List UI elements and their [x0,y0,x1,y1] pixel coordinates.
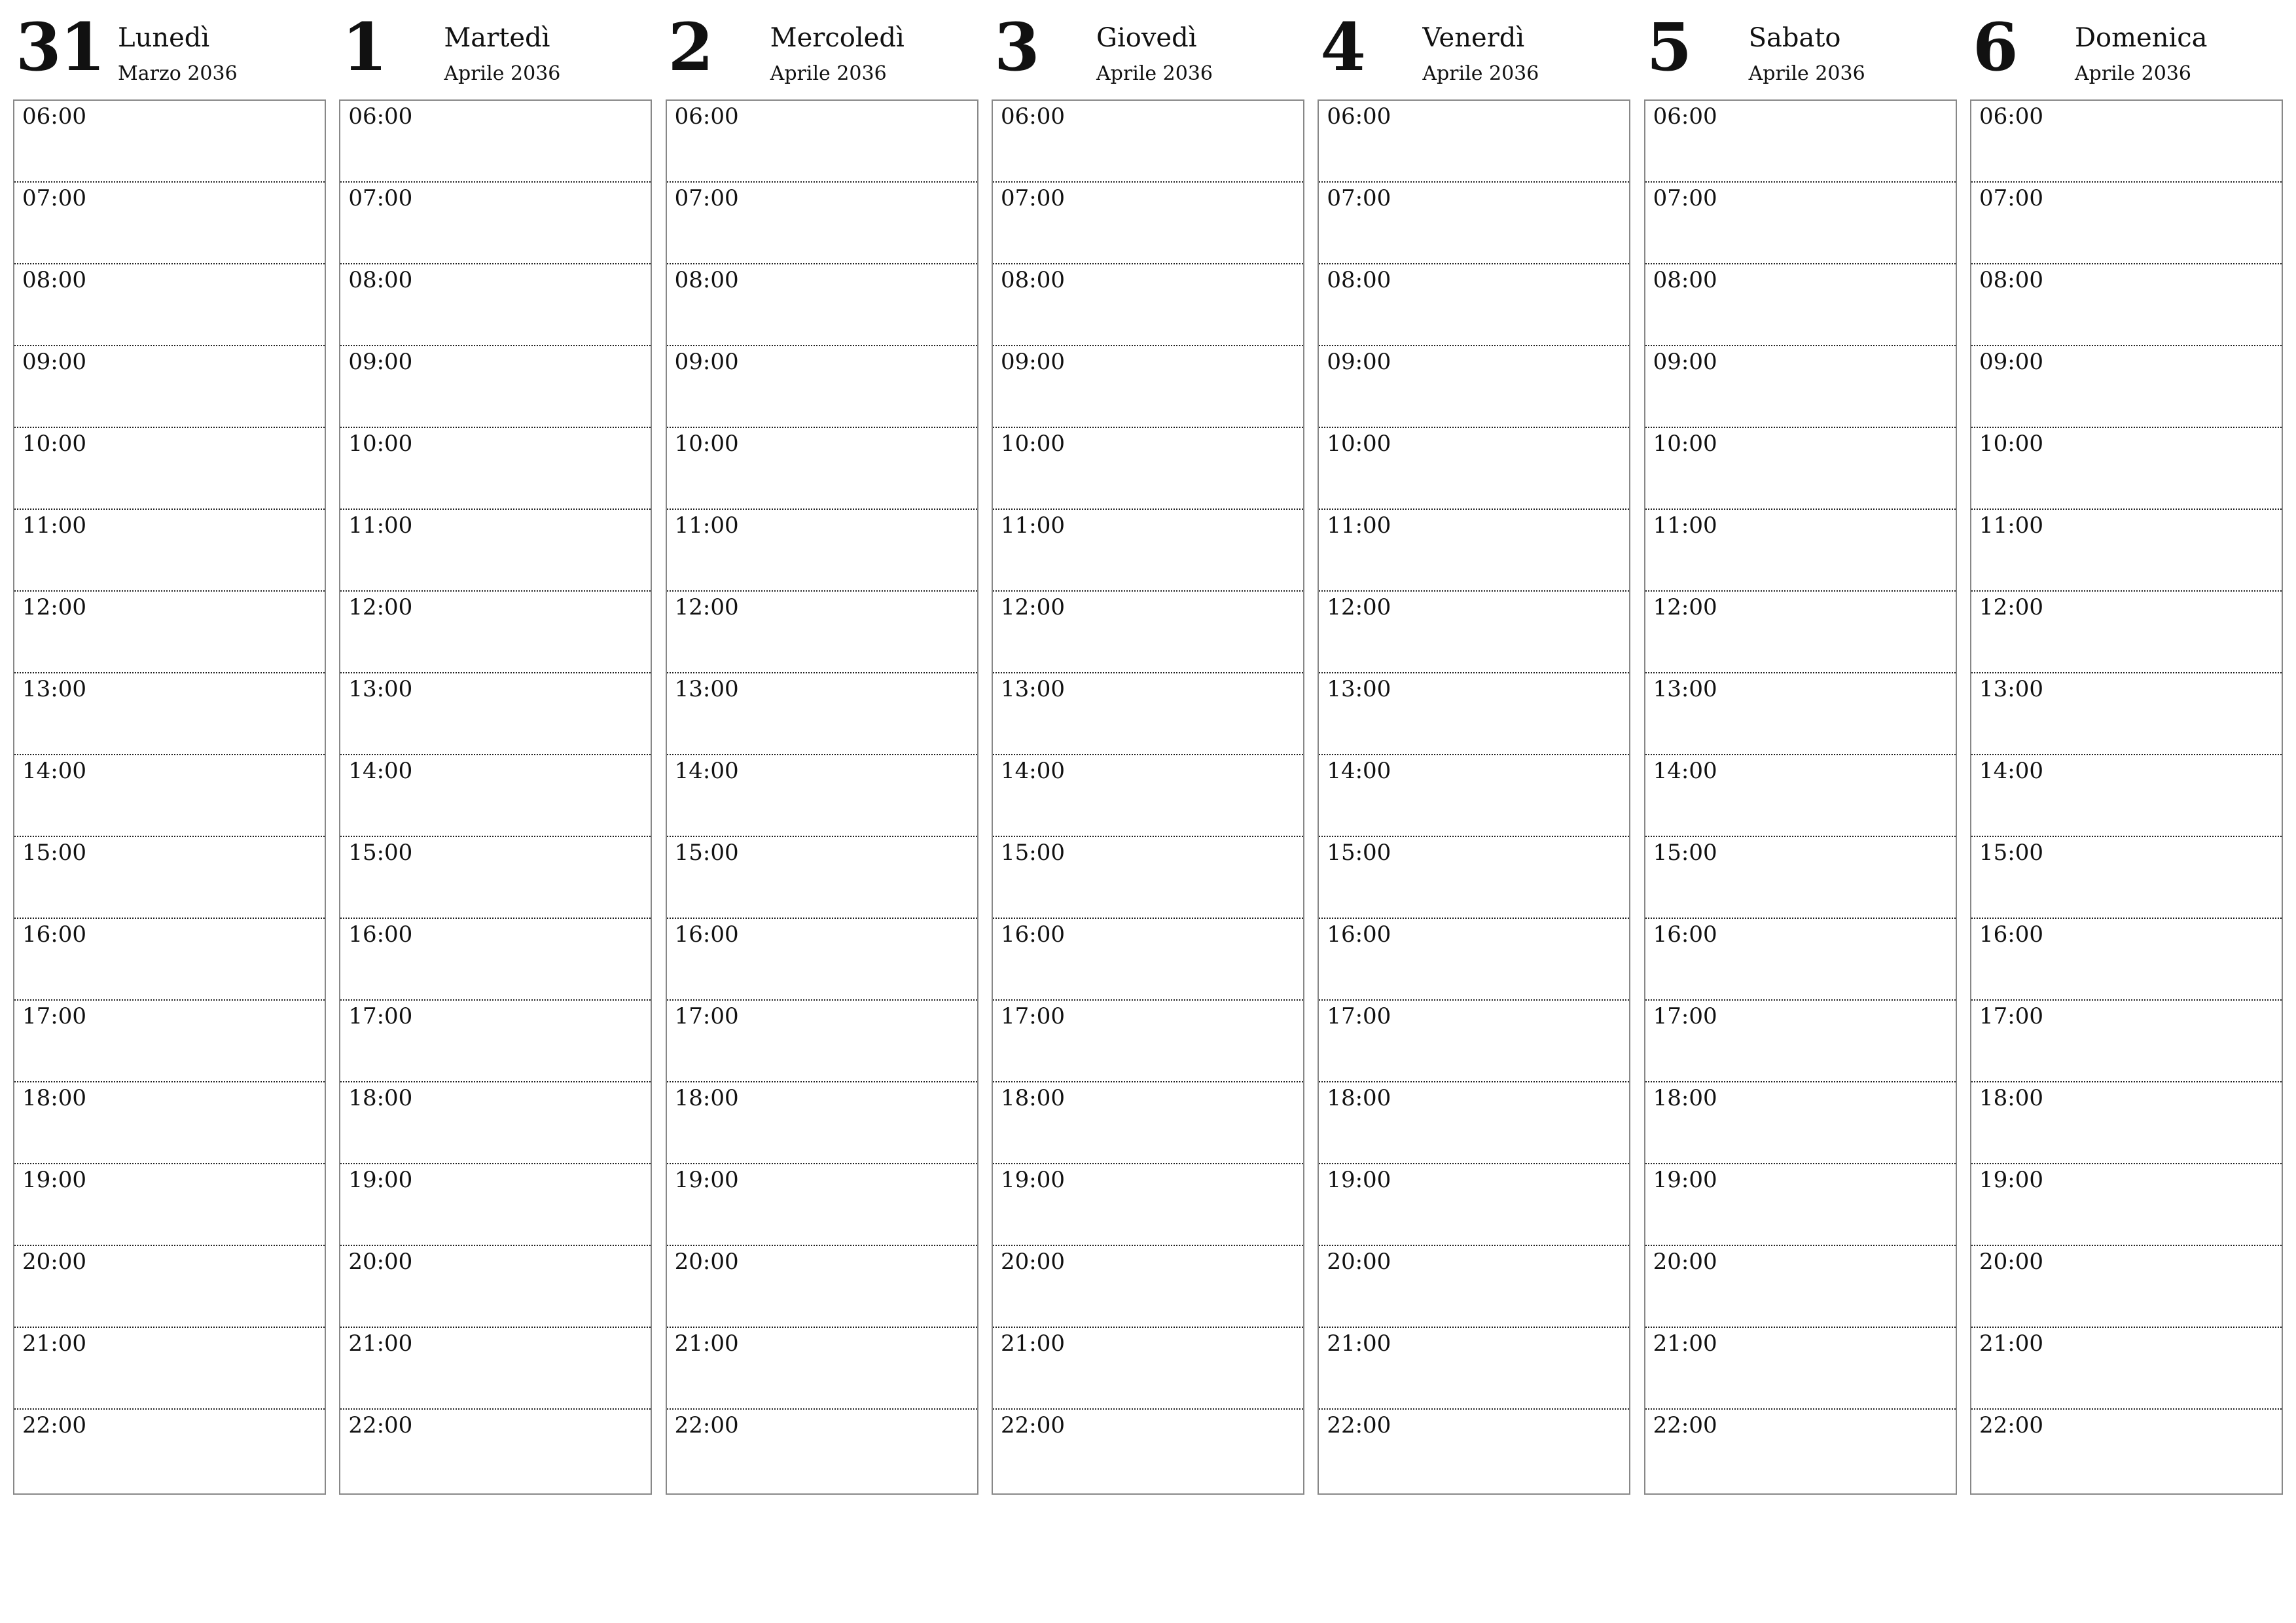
hour-slot[interactable] [1971,1001,2282,1082]
hour-slot[interactable] [340,183,651,264]
hour-slot[interactable] [993,346,1303,428]
hour-label: 22:00 [1327,1412,1391,1438]
hour-label: 11:00 [22,512,86,539]
hour-slot[interactable] [1645,673,1956,755]
hour-slot[interactable] [993,428,1303,510]
hour-label: 13:00 [674,676,739,702]
hour-label: 17:00 [1979,1003,2043,1029]
hour-slot[interactable] [340,510,651,592]
hour-slot[interactable] [993,592,1303,673]
hour-label: 11:00 [1000,512,1065,539]
hour-slot[interactable] [340,1164,651,1246]
hour-label: 18:00 [1000,1085,1065,1111]
hour-slot[interactable] [667,428,977,510]
hour-slot[interactable] [340,1328,651,1410]
hour-label: 21:00 [1000,1330,1065,1357]
hour-label: 18:00 [674,1085,739,1111]
day-number: 6 [1972,9,2017,86]
day-column [13,0,326,1499]
hour-slot[interactable] [993,1001,1303,1082]
hour-slot[interactable] [1645,1328,1956,1410]
hour-slot[interactable] [340,837,651,919]
weekday-name: Martedì [444,23,550,53]
hour-label: 18:00 [22,1085,86,1111]
hour-slot[interactable] [667,1328,977,1410]
hour-label: 17:00 [1327,1003,1391,1029]
day-header [992,0,1304,99]
hour-label: 08:00 [674,267,739,293]
hour-slot[interactable] [340,919,651,1001]
hour-label: 10:00 [674,431,739,457]
hour-label: 19:00 [348,1167,413,1193]
day-header [339,0,652,99]
hour-label: 14:00 [348,758,413,784]
weekday-name: Domenica [2074,23,2208,53]
hour-slot[interactable] [1971,1246,2282,1328]
hour-label: 09:00 [1979,349,2043,375]
hour-slot[interactable] [1645,592,1956,673]
hour-label: 11:00 [348,512,413,539]
day-number: 4 [1320,9,1365,86]
hour-label: 15:00 [674,840,739,866]
hour-slot[interactable] [340,1246,651,1328]
hour-label: 07:00 [1327,185,1391,211]
hour-label: 11:00 [1327,512,1391,539]
hour-slot[interactable] [667,183,977,264]
month-year-label: Marzo 2036 [118,62,238,85]
hour-slot[interactable] [1971,264,2282,346]
day-header [666,0,978,99]
hour-label: 15:00 [1327,840,1391,866]
hour-slot[interactable] [1645,1410,1956,1493]
hour-label: 14:00 [22,758,86,784]
hour-slot[interactable] [667,673,977,755]
hour-label: 22:00 [1653,1412,1717,1438]
hour-slot[interactable] [1319,346,1629,428]
hour-label: 06:00 [1327,103,1391,130]
hour-label: 19:00 [674,1167,739,1193]
hour-slot[interactable] [1645,837,1956,919]
hour-label: 21:00 [1653,1330,1717,1357]
hour-label: 13:00 [1000,676,1065,702]
hour-slot[interactable] [993,183,1303,264]
day-column [1318,0,1630,1499]
hour-slot[interactable] [14,755,325,837]
hour-label: 08:00 [1979,267,2043,293]
hour-slot[interactable] [1645,510,1956,592]
hour-label: 14:00 [674,758,739,784]
weekday-name: Mercoledì [770,23,905,53]
hour-label: 18:00 [1979,1085,2043,1111]
hour-label: 20:00 [1979,1249,2043,1275]
day-number: 31 [16,9,105,86]
hour-slot[interactable] [667,1082,977,1164]
hour-slot[interactable] [1319,1082,1629,1164]
hour-label: 10:00 [348,431,413,457]
day-number: 5 [1646,9,1691,86]
hour-slot[interactable] [340,346,651,428]
day-header [1318,0,1630,99]
hour-slot[interactable] [1645,1246,1956,1328]
hour-slot[interactable] [14,183,325,264]
month-year-label: Aprile 2036 [444,62,561,85]
hour-label: 13:00 [1653,676,1717,702]
hour-label: 10:00 [1327,431,1391,457]
hour-slot[interactable] [1971,592,2282,673]
hour-slot[interactable] [14,510,325,592]
day-number: 1 [342,9,386,86]
hour-label: 08:00 [1000,267,1065,293]
hour-slot[interactable] [340,1082,651,1164]
hour-label: 14:00 [1653,758,1717,784]
hour-slot[interactable] [14,346,325,428]
hour-slot[interactable] [1971,101,2282,183]
hour-slot[interactable] [340,1001,651,1082]
hour-grid [1318,99,1630,1495]
hour-label: 15:00 [22,840,86,866]
hour-label: 14:00 [1000,758,1065,784]
hour-slot[interactable] [667,919,977,1001]
hour-label: 19:00 [1000,1167,1065,1193]
hour-label: 10:00 [1000,431,1065,457]
hour-label: 12:00 [348,594,413,620]
hour-slot[interactable] [14,101,325,183]
hour-label: 07:00 [1979,185,2043,211]
hour-slot[interactable] [340,592,651,673]
hour-slot[interactable] [14,673,325,755]
hour-label: 15:00 [348,840,413,866]
hour-label: 16:00 [1653,921,1717,948]
hour-label: 12:00 [674,594,739,620]
hour-label: 12:00 [1653,594,1717,620]
hour-label: 11:00 [1979,512,2043,539]
hour-label: 21:00 [22,1330,86,1357]
day-column [1644,0,1957,1499]
hour-label: 08:00 [1653,267,1717,293]
hour-slot[interactable] [1645,183,1956,264]
hour-slot[interactable] [993,837,1303,919]
hour-label: 10:00 [22,431,86,457]
hour-label: 12:00 [1979,594,2043,620]
hour-label: 13:00 [1979,676,2043,702]
hour-label: 07:00 [674,185,739,211]
hour-label: 12:00 [1327,594,1391,620]
hour-label: 16:00 [22,921,86,948]
hour-slot[interactable] [1971,183,2282,264]
hour-label: 20:00 [1653,1249,1717,1275]
hour-grid [13,99,326,1495]
hour-slot[interactable] [1645,1082,1956,1164]
hour-slot[interactable] [14,264,325,346]
hour-label: 12:00 [1000,594,1065,620]
weekly-planner [13,0,2283,1499]
hour-label: 22:00 [1979,1412,2043,1438]
hour-label: 19:00 [22,1167,86,1193]
hour-slot[interactable] [14,837,325,919]
hour-label: 21:00 [1979,1330,2043,1357]
hour-slot[interactable] [1319,264,1629,346]
hour-label: 20:00 [674,1249,739,1275]
hour-slot[interactable] [667,1246,977,1328]
hour-label: 11:00 [1653,512,1717,539]
hour-label: 14:00 [1327,758,1391,784]
hour-slot[interactable] [667,346,977,428]
hour-slot[interactable] [1319,592,1629,673]
hour-slot[interactable] [667,101,977,183]
hour-label: 10:00 [1653,431,1717,457]
hour-slot[interactable] [1319,183,1629,264]
hour-label: 15:00 [1979,840,2043,866]
hour-label: 09:00 [22,349,86,375]
hour-label: 13:00 [348,676,413,702]
hour-label: 20:00 [22,1249,86,1275]
hour-slot[interactable] [14,1246,325,1328]
hour-grid [339,99,652,1495]
day-column [1970,0,2283,1499]
hour-slot[interactable] [1971,346,2282,428]
hour-slot[interactable] [14,592,325,673]
hour-slot[interactable] [1645,264,1956,346]
hour-label: 19:00 [1653,1167,1717,1193]
hour-slot[interactable] [14,1410,325,1493]
hour-label: 19:00 [1327,1167,1391,1193]
hour-label: 08:00 [1327,267,1391,293]
hour-label: 09:00 [348,349,413,375]
day-number: 3 [994,9,1039,86]
hour-slot[interactable] [1645,919,1956,1001]
month-year-label: Aprile 2036 [1096,62,1213,85]
hour-slot[interactable] [1645,101,1956,183]
hour-slot[interactable] [993,1082,1303,1164]
month-year-label: Aprile 2036 [1748,62,1865,85]
hour-label: 18:00 [1653,1085,1717,1111]
hour-label: 09:00 [1327,349,1391,375]
hour-slot[interactable] [1645,428,1956,510]
hour-slot[interactable] [1319,101,1629,183]
hour-label: 08:00 [348,267,413,293]
hour-label: 06:00 [348,103,413,130]
hour-slot[interactable] [993,264,1303,346]
hour-slot[interactable] [1319,755,1629,837]
hour-label: 22:00 [1000,1412,1065,1438]
hour-grid [1644,99,1957,1495]
hour-label: 22:00 [348,1412,413,1438]
hour-slot[interactable] [1971,428,2282,510]
hour-label: 16:00 [674,921,739,948]
hour-slot[interactable] [667,837,977,919]
hour-slot[interactable] [1319,673,1629,755]
hour-label: 16:00 [1979,921,2043,948]
hour-slot[interactable] [1645,346,1956,428]
hour-label: 12:00 [22,594,86,620]
month-year-label: Aprile 2036 [1422,62,1539,85]
hour-slot[interactable] [667,264,977,346]
day-number: 2 [668,9,713,86]
hour-grid [666,99,978,1495]
hour-slot[interactable] [1971,1082,2282,1164]
day-column [339,0,652,1499]
hour-slot[interactable] [667,510,977,592]
hour-slot[interactable] [1971,755,2282,837]
hour-label: 06:00 [22,103,86,130]
hour-slot[interactable] [1971,837,2282,919]
hour-slot[interactable] [1319,510,1629,592]
hour-label: 06:00 [1653,103,1717,130]
hour-slot[interactable] [1319,837,1629,919]
hour-slot[interactable] [14,1328,325,1410]
hour-slot[interactable] [1971,510,2282,592]
hour-slot[interactable] [1319,1328,1629,1410]
hour-label: 13:00 [1327,676,1391,702]
hour-label: 06:00 [1000,103,1065,130]
hour-label: 09:00 [1000,349,1065,375]
hour-label: 09:00 [674,349,739,375]
hour-slot[interactable] [1645,1001,1956,1082]
hour-slot[interactable] [1319,1164,1629,1246]
hour-label: 06:00 [674,103,739,130]
weekday-name: Venerdì [1422,23,1525,53]
hour-grid [992,99,1304,1495]
hour-slot[interactable] [667,1164,977,1246]
hour-label: 16:00 [348,921,413,948]
hour-slot[interactable] [667,755,977,837]
hour-slot[interactable] [1319,1410,1629,1493]
hour-slot[interactable] [1645,1164,1956,1246]
hour-slot[interactable] [1971,1410,2282,1493]
hour-slot[interactable] [1319,919,1629,1001]
hour-slot[interactable] [667,1410,977,1493]
hour-slot[interactable] [340,101,651,183]
hour-label: 07:00 [1653,185,1717,211]
hour-grid [1970,99,2283,1495]
day-header [13,0,326,99]
hour-label: 18:00 [348,1085,413,1111]
weekday-name: Giovedì [1096,23,1197,53]
hour-label: 07:00 [1000,185,1065,211]
hour-slot[interactable] [993,1246,1303,1328]
hour-slot[interactable] [340,428,651,510]
weekday-name: Lunedì [118,23,210,53]
hour-slot[interactable] [14,1164,325,1246]
month-year-label: Aprile 2036 [2074,62,2192,85]
hour-slot[interactable] [1319,1001,1629,1082]
day-column [992,0,1304,1499]
hour-slot[interactable] [14,428,325,510]
hour-label: 17:00 [22,1003,86,1029]
month-year-label: Aprile 2036 [770,62,887,85]
hour-slot[interactable] [993,1164,1303,1246]
day-column [666,0,978,1499]
hour-label: 17:00 [1653,1003,1717,1029]
hour-label: 09:00 [1653,349,1717,375]
hour-label: 13:00 [22,676,86,702]
hour-label: 22:00 [22,1412,86,1438]
hour-slot[interactable] [1971,1328,2282,1410]
hour-slot[interactable] [993,1328,1303,1410]
hour-label: 18:00 [1327,1085,1391,1111]
hour-label: 08:00 [22,267,86,293]
hour-slot[interactable] [14,1082,325,1164]
hour-slot[interactable] [1971,1164,2282,1246]
hour-slot[interactable] [993,1410,1303,1493]
hour-slot[interactable] [993,919,1303,1001]
hour-slot[interactable] [1971,673,2282,755]
hour-label: 22:00 [674,1412,739,1438]
hour-label: 21:00 [674,1330,739,1357]
hour-label: 21:00 [348,1330,413,1357]
hour-slot[interactable] [993,673,1303,755]
hour-label: 17:00 [674,1003,739,1029]
hour-label: 06:00 [1979,103,2043,130]
hour-label: 11:00 [674,512,739,539]
day-header [1970,0,2283,99]
hour-label: 20:00 [348,1249,413,1275]
hour-label: 21:00 [1327,1330,1391,1357]
hour-slot[interactable] [340,673,651,755]
hour-slot[interactable] [1319,428,1629,510]
hour-slot[interactable] [340,264,651,346]
hour-label: 19:00 [1979,1167,2043,1193]
hour-slot[interactable] [667,1001,977,1082]
hour-slot[interactable] [14,919,325,1001]
weekday-name: Sabato [1748,23,1841,53]
hour-slot[interactable] [993,101,1303,183]
hour-label: 07:00 [22,185,86,211]
hour-label: 16:00 [1327,921,1391,948]
hour-label: 16:00 [1000,921,1065,948]
hour-label: 14:00 [1979,758,2043,784]
hour-label: 20:00 [1327,1249,1391,1275]
hour-label: 10:00 [1979,431,2043,457]
hour-label: 17:00 [348,1003,413,1029]
hour-label: 17:00 [1000,1003,1065,1029]
hour-slot[interactable] [1645,755,1956,837]
hour-slot[interactable] [667,592,977,673]
hour-slot[interactable] [340,1410,651,1493]
hour-slot[interactable] [993,755,1303,837]
day-header [1644,0,1957,99]
hour-label: 07:00 [348,185,413,211]
hour-slot[interactable] [1971,919,2282,1001]
hour-label: 15:00 [1653,840,1717,866]
hour-slot[interactable] [14,1001,325,1082]
hour-slot[interactable] [1319,1246,1629,1328]
hour-slot[interactable] [340,755,651,837]
hour-label: 20:00 [1000,1249,1065,1275]
hour-slot[interactable] [993,510,1303,592]
hour-label: 15:00 [1000,840,1065,866]
